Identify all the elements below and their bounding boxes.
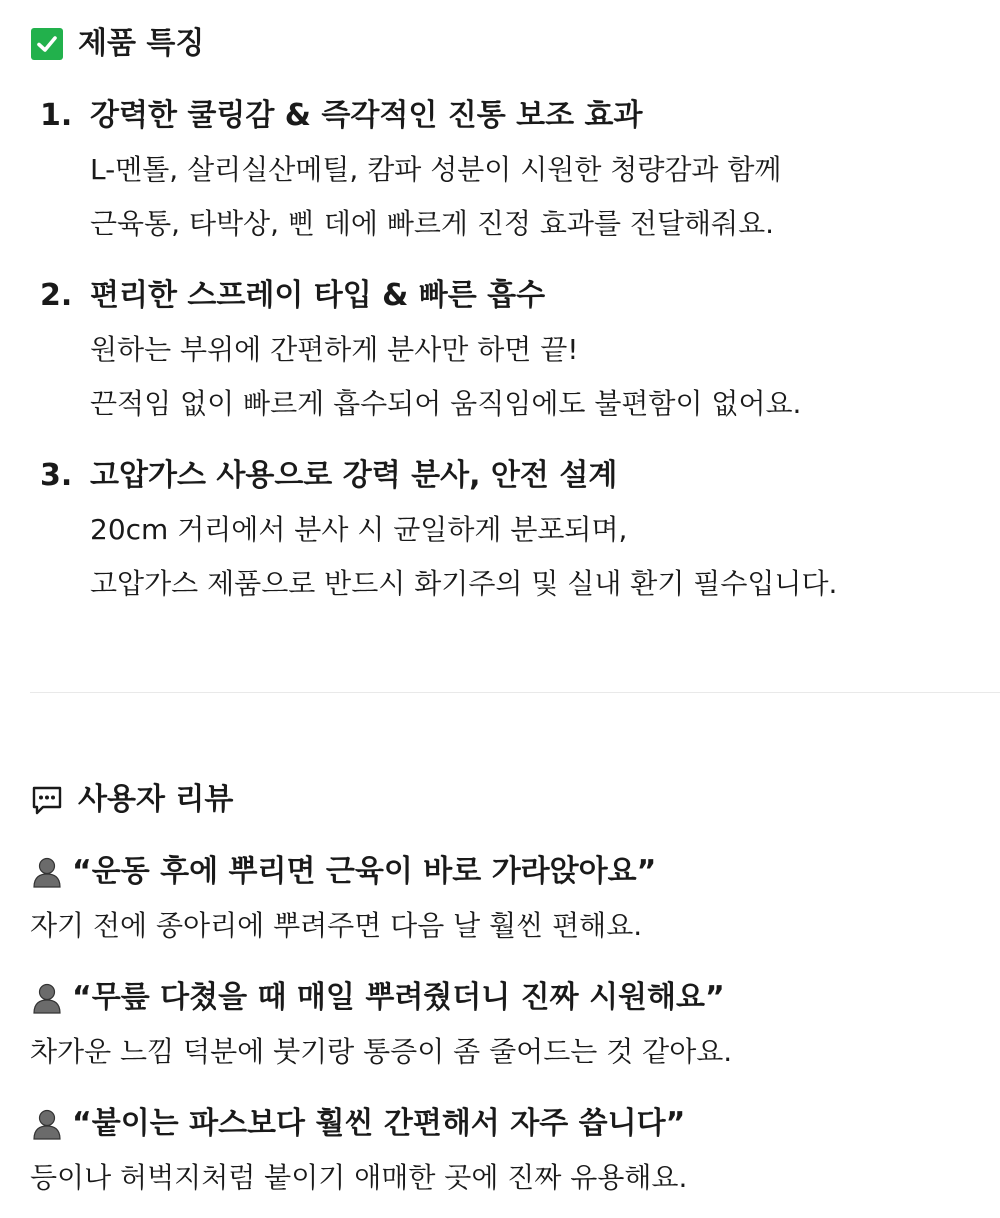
review-body: 차가운 느낌 덕분에 붓기랑 통증이 좀 줄어드는 것 같아요. xyxy=(30,1035,733,1068)
feature-title: 편리한 스프레이 타입 & 빠른 흡수 xyxy=(90,278,546,313)
feature-description-line: L-멘톨, 살리실산메틸, 캄파 성분이 시원한 청량감과 함께 xyxy=(90,153,782,186)
speech-bubble-icon xyxy=(30,783,64,817)
review-title-row xyxy=(30,1104,685,1144)
section-divider xyxy=(30,692,1000,693)
feature-item xyxy=(40,456,980,604)
feature-title-row xyxy=(40,456,980,496)
feature-description-line: 근육통, 타박상, 삔 데에 빠르게 진정 효과를 전달해줘요. xyxy=(90,207,775,240)
person-silhouette-icon xyxy=(30,855,64,889)
feature-title: 고압가스 사용으로 강력 분사, 안전 설계 xyxy=(90,458,618,493)
reviews-heading-text: 사용자 리뷰 xyxy=(78,782,234,817)
check-box-icon xyxy=(30,27,64,61)
feature-description-line: 고압가스 제품으로 반드시 화기주의 및 실내 환기 필수입니다. xyxy=(90,567,838,600)
review-title: “붙이는 파스보다 훨씬 간편해서 자주 씁니다” xyxy=(72,1106,686,1141)
feature-title-row xyxy=(40,276,980,316)
features-heading-text: 제품 특징 xyxy=(78,26,205,61)
review-title: “무릎 다쳤을 때 매일 뿌려줬더니 진짜 시원해요” xyxy=(72,980,725,1015)
features-heading xyxy=(30,24,204,64)
feature-number: 2. xyxy=(40,278,73,313)
review-title: “운동 후에 뿌리면 근육이 바로 가라앉아요” xyxy=(72,854,657,889)
feature-item xyxy=(40,96,980,244)
feature-description-line: 원하는 부위에 간편하게 분사만 하면 끝! xyxy=(90,333,579,366)
review-body: 등이나 허벅지처럼 붙이기 애매한 곳에 진짜 유용해요. xyxy=(30,1161,688,1194)
feature-title-row xyxy=(40,96,980,136)
feature-title: 강력한 쿨링감 & 즉각적인 진통 보조 효과 xyxy=(90,98,643,133)
review-title-row xyxy=(30,852,656,892)
review-body: 자기 전에 종아리에 뿌려주면 다음 날 훨씬 편해요. xyxy=(30,909,643,942)
feature-number: 3. xyxy=(40,458,73,493)
reviews-heading xyxy=(30,780,233,820)
feature-description-line: 끈적임 없이 빠르게 흡수되어 움직임에도 불편함이 없어요. xyxy=(90,387,802,420)
review-title-row xyxy=(30,978,725,1018)
person-silhouette-icon xyxy=(30,981,64,1015)
feature-description-line: 20cm 거리에서 분사 시 균일하게 분포되며, xyxy=(90,513,628,546)
person-silhouette-icon xyxy=(30,1107,64,1141)
feature-number: 1. xyxy=(40,98,73,133)
feature-item xyxy=(40,276,980,424)
